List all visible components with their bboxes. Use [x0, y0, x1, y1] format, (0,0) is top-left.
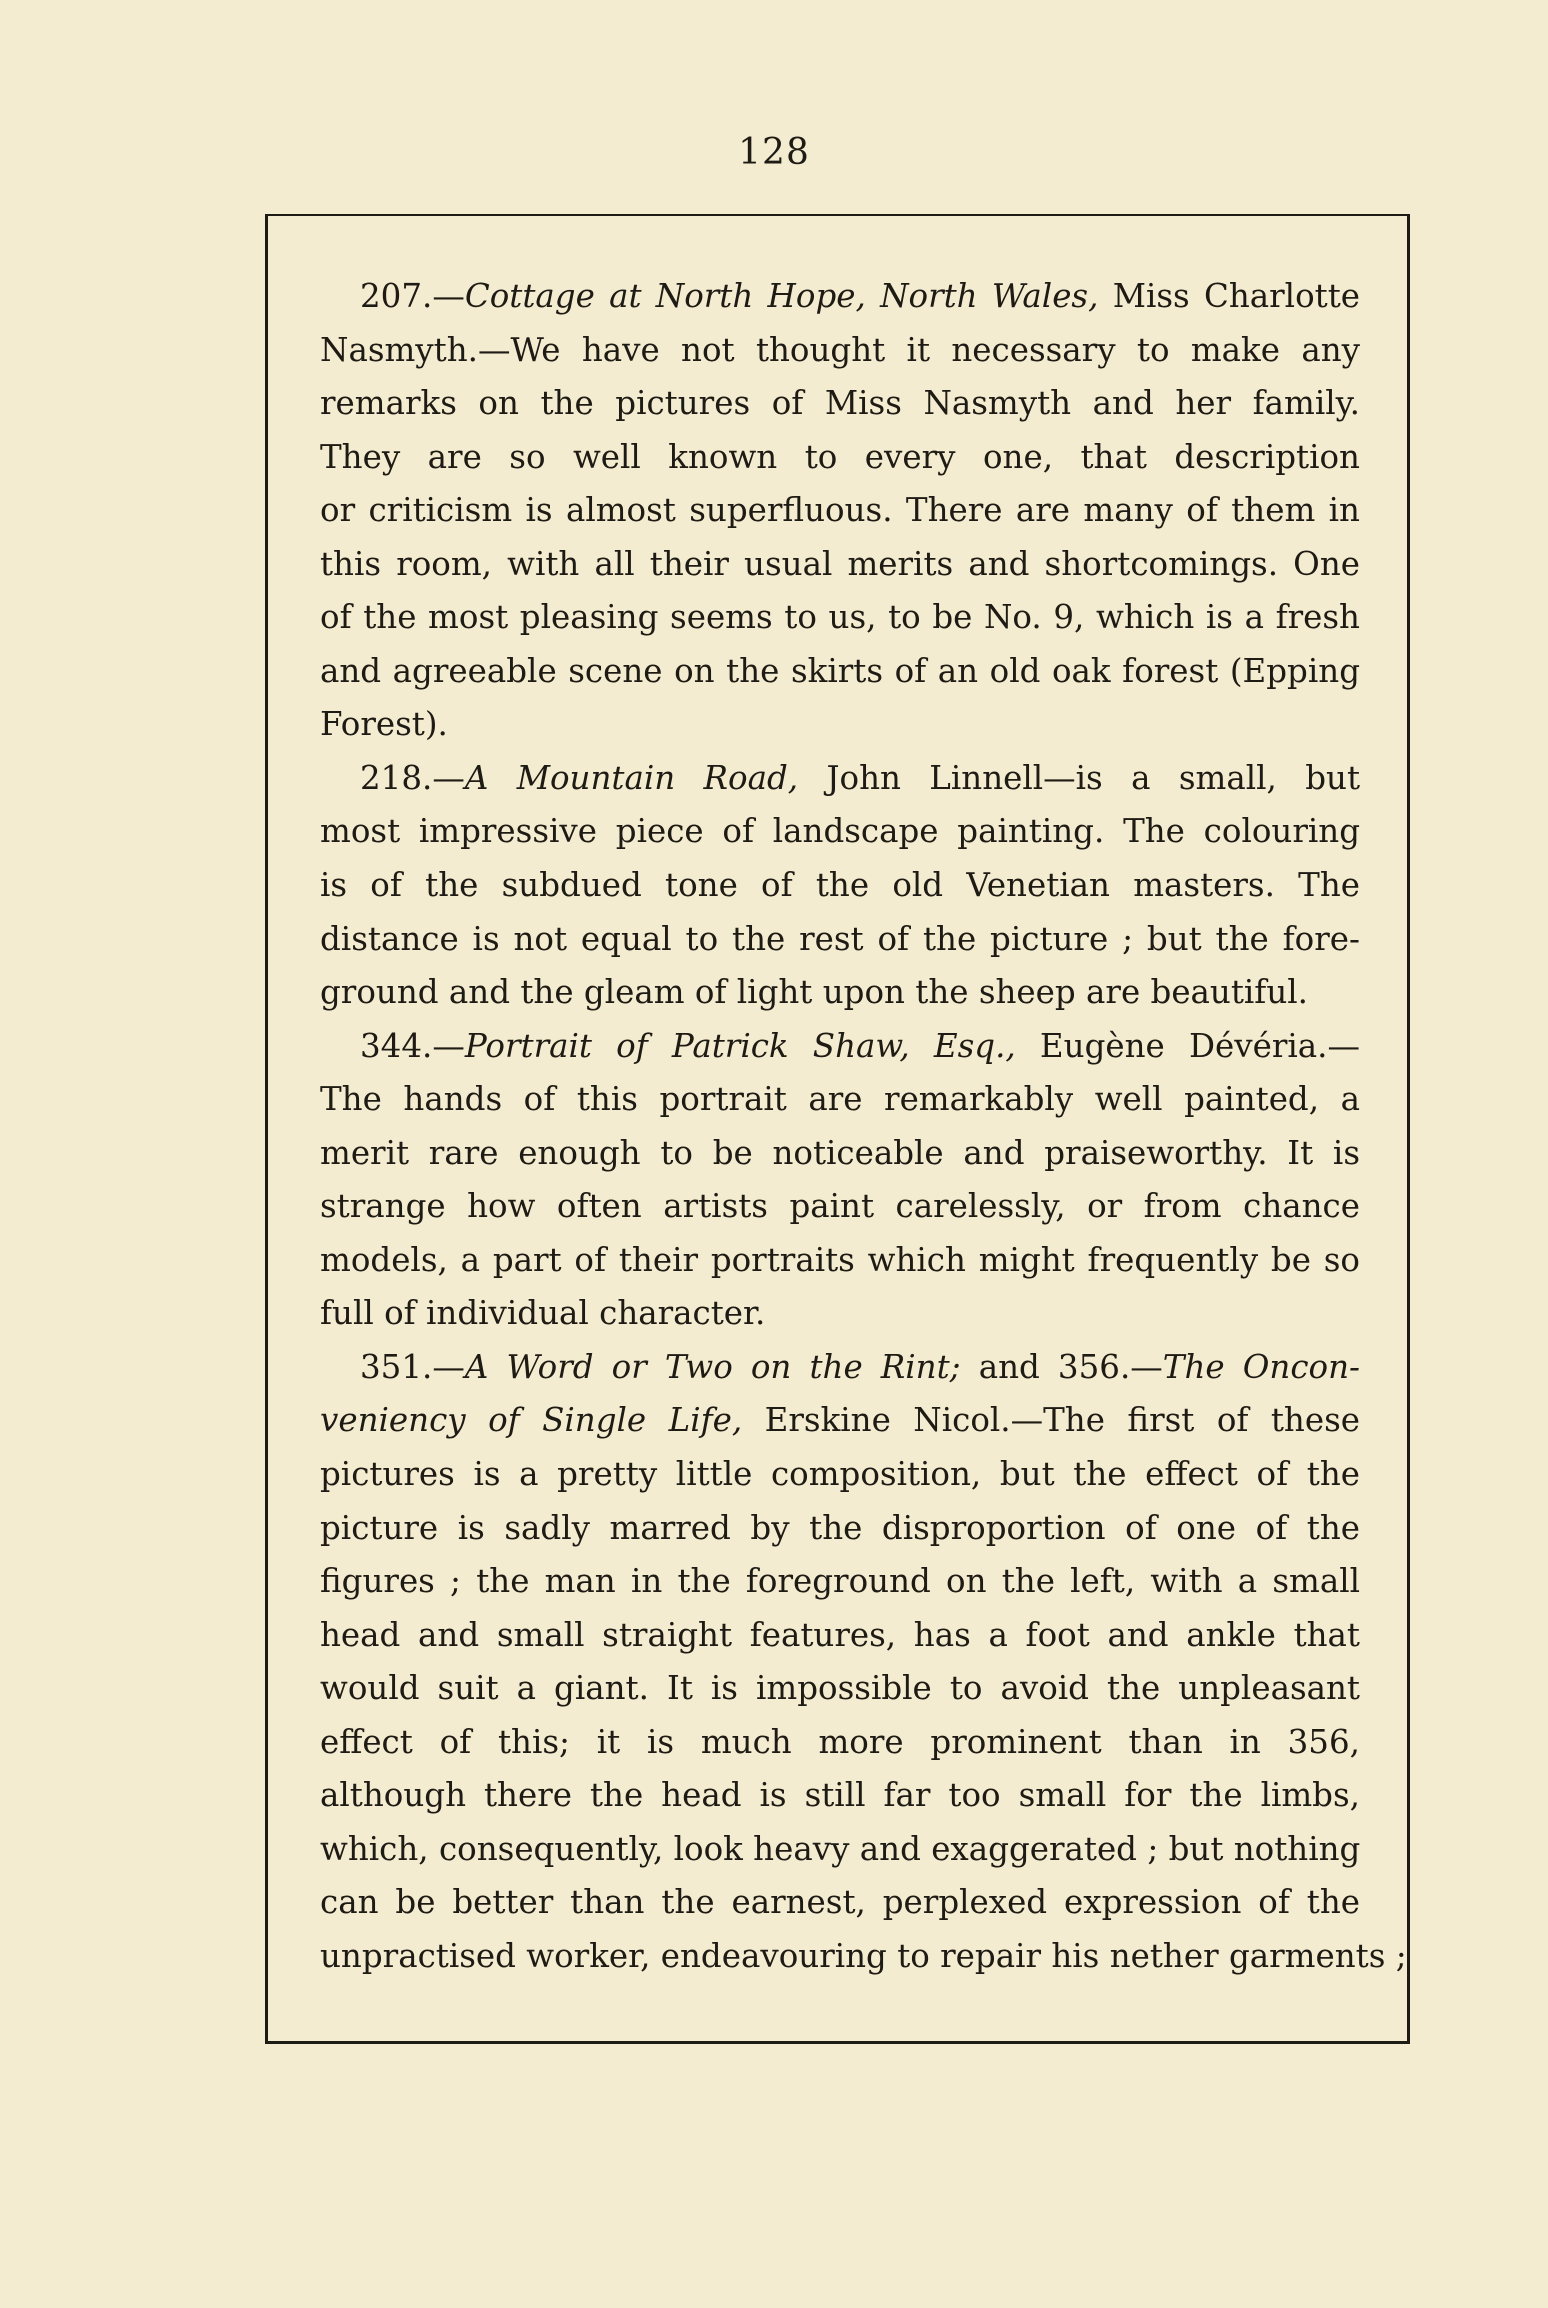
- text-line: [320, 805, 1360, 859]
- text-line: [320, 484, 1360, 538]
- text-line: [320, 1930, 1407, 1984]
- text-run: pictures is a pretty little composition, but the effect of the: [320, 1455, 1360, 1494]
- text-run: picture is sadly marred by the disproportion of one of the: [320, 1508, 1360, 1547]
- text-line: [320, 270, 1360, 324]
- text-run: Nasmyth.—We have not thought it necessary to make any: [320, 330, 1360, 369]
- text-run: The hands of this portrait are remarkably well painted, a: [320, 1080, 1360, 1119]
- text-line: [320, 1341, 1360, 1395]
- paragraph-p351: [320, 1341, 1407, 1984]
- text-line: [320, 1876, 1360, 1930]
- text-line: [320, 1823, 1360, 1877]
- text-run: and agreeable scene on the skirts of an old oak forest (Epping: [320, 651, 1360, 690]
- text-run: of the most pleasing seems to us, to be No. 9, which is a fresh: [320, 598, 1360, 637]
- italic-title: The Oncon-: [1162, 1347, 1360, 1386]
- paragraph-p218: [320, 752, 1360, 1020]
- text-line: [320, 1287, 1360, 1341]
- italic-title: A Word or Two on the Rint;: [464, 1347, 961, 1386]
- text-line: [320, 324, 1360, 378]
- text-run: Miss Charlotte: [1098, 277, 1360, 315]
- italic-title: Portrait of Patrick Shaw, Esq.,: [464, 1026, 1016, 1065]
- text-line: [320, 1555, 1360, 1609]
- text-line: [320, 645, 1360, 699]
- page-number: 128: [738, 132, 810, 173]
- text-line: [320, 1448, 1360, 1502]
- text-line: [320, 859, 1360, 913]
- text-run: 207.—: [360, 277, 465, 315]
- text-run: effect of this; it is much more prominent than in 356,: [320, 1722, 1360, 1761]
- text-line: [320, 1180, 1360, 1234]
- text-run: head and small straight features, has a foot and ankle that: [320, 1615, 1360, 1654]
- text-run: John Linnell—is a small, but: [798, 758, 1360, 797]
- text-run: distance is not equal to the rest of the picture ; but the fore-: [320, 919, 1360, 958]
- text-run: Erskine Nicol.—The first of these: [742, 1401, 1361, 1440]
- text-run: merit rare enough to be noticeable and praiseworthy. It is: [320, 1133, 1360, 1172]
- text-run: or criticism is almost superfluous. There are many of them in: [320, 491, 1360, 530]
- text-line: [320, 1716, 1360, 1770]
- text-line: [320, 1609, 1360, 1663]
- text-line: [320, 538, 1360, 592]
- text-line: [320, 966, 1360, 1020]
- text-run: full of individual character.: [320, 1294, 766, 1333]
- text-line: [320, 1394, 1360, 1448]
- text-run: remarks on the pictures of Miss Nasmyth and her family.: [320, 384, 1360, 423]
- italic-title: veniency of Single Life,: [320, 1401, 743, 1440]
- text-line: [320, 1502, 1360, 1556]
- text-run: figures ; the man in the foreground on the left, with a small: [320, 1562, 1360, 1601]
- text-run: unpractised worker, endeavouring to repair his nether garments ;: [320, 1936, 1407, 1975]
- text-run: They are so well known to every one, that description: [320, 437, 1360, 476]
- text-line: [320, 1073, 1360, 1127]
- text-run: 218.—: [360, 758, 465, 797]
- text-line: [320, 913, 1360, 967]
- text-run: would suit a giant. It is impossible to avoid the unpleasant: [320, 1669, 1360, 1708]
- text-line: [320, 1769, 1360, 1823]
- text-line: [320, 1234, 1360, 1288]
- text-line: [320, 1127, 1360, 1181]
- text-run: Forest).: [320, 705, 448, 744]
- text-run: can be better than the earnest, perplexed expression of the: [320, 1883, 1360, 1922]
- paragraph-p207: [320, 270, 1360, 752]
- italic-title: A Mountain Road,: [464, 758, 799, 797]
- text-run: which, consequently, look heavy and exaggerated ; but nothing: [320, 1829, 1361, 1868]
- text-run: Eugène Dévéria.—: [1015, 1026, 1361, 1065]
- text-run: this room, with all their usual merits and shortcomings. One: [320, 544, 1360, 583]
- paragraph-p344: [320, 1020, 1360, 1341]
- text-run: although there the head is still far too small for the limbs,: [320, 1776, 1360, 1815]
- text-run: most impressive piece of landscape painting. The colouring: [320, 812, 1360, 851]
- text-run: ground and the gleam of light upon the sheep are beautiful.: [320, 973, 1308, 1012]
- text-line: [320, 431, 1360, 485]
- italic-title: Cottage at North Hope, North Wales,: [464, 277, 1099, 315]
- text-run: 351.—: [360, 1347, 465, 1386]
- text-run: models, a part of their portraits which might frequently be so: [320, 1240, 1360, 1279]
- text-line: [320, 698, 1360, 752]
- text-line: [320, 591, 1360, 645]
- text-run: and 356.—: [960, 1347, 1163, 1386]
- text-line: [320, 752, 1360, 806]
- body-text: [320, 270, 1407, 1984]
- text-run: strange how often artists paint carelessly, or from chance: [320, 1187, 1360, 1226]
- text-run: 344.—: [360, 1026, 465, 1065]
- text-line: [320, 1020, 1360, 1074]
- text-run: is of the subdued tone of the old Venetian masters. The: [320, 866, 1360, 905]
- text-line: [320, 1662, 1360, 1716]
- text-line: [320, 377, 1360, 431]
